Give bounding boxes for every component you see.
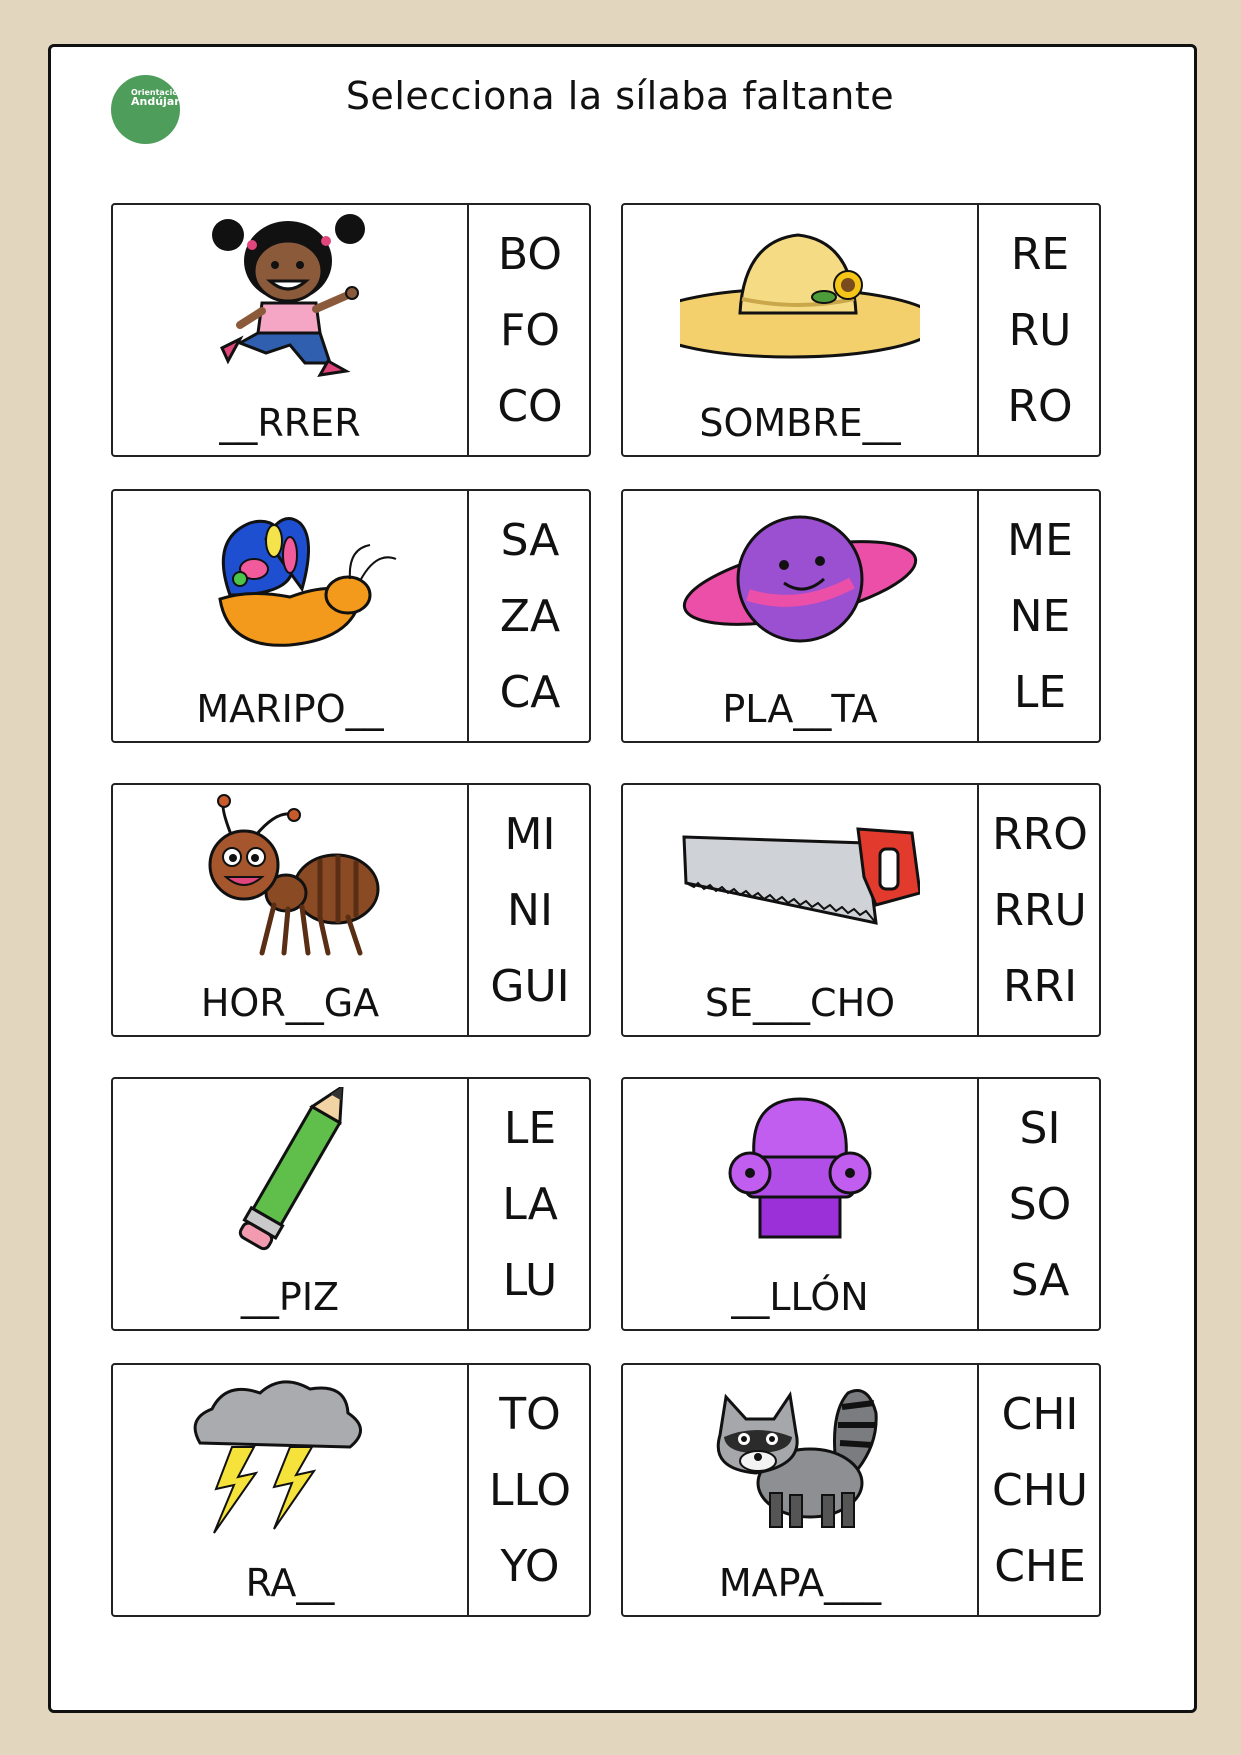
syllable-options xyxy=(979,1079,1101,1329)
syllable-option[interactable]: NE xyxy=(1009,591,1071,642)
planet-icon xyxy=(680,499,920,669)
syllable-option[interactable]: TO xyxy=(499,1389,561,1440)
butterfly-icon xyxy=(170,499,410,669)
exercise-card-9 xyxy=(111,1363,591,1617)
storm-cloud-icon xyxy=(170,1373,410,1543)
syllable-option[interactable]: CA xyxy=(499,667,561,718)
syllable-option[interactable]: SI xyxy=(1019,1103,1061,1154)
ant-icon xyxy=(170,793,410,963)
hat-icon xyxy=(680,213,920,383)
logo xyxy=(111,75,184,144)
exercise-card-2 xyxy=(621,203,1101,457)
word-with-blank: SOMBRE__ xyxy=(699,401,901,445)
exercise-card-5 xyxy=(111,783,591,1037)
exercise-card-10 xyxy=(621,1363,1101,1617)
syllable-option[interactable]: FO xyxy=(500,305,560,356)
syllable-option[interactable]: SO xyxy=(1008,1179,1072,1230)
syllable-option[interactable]: CHE xyxy=(994,1541,1086,1592)
syllable-option[interactable]: ZA xyxy=(499,591,561,642)
syllable-options xyxy=(979,491,1101,741)
syllable-option[interactable]: CO xyxy=(497,381,563,432)
syllable-options xyxy=(979,205,1101,455)
word-with-blank: HOR__GA xyxy=(200,981,380,1025)
word-with-blank: __RRER xyxy=(219,401,361,445)
armchair-icon xyxy=(680,1087,920,1257)
syllable-option[interactable]: RRU xyxy=(993,885,1087,936)
exercise-card-6 xyxy=(621,783,1101,1037)
syllable-option[interactable]: BO xyxy=(497,229,563,280)
syllable-options xyxy=(469,1079,591,1329)
saw-icon xyxy=(680,793,920,963)
exercise-card-7 xyxy=(111,1077,591,1331)
syllable-option[interactable]: ME xyxy=(1007,515,1073,566)
syllable-options xyxy=(979,1365,1101,1615)
syllable-options xyxy=(469,205,591,455)
syllable-option[interactable]: YO xyxy=(500,1541,560,1592)
word-with-blank: MARIPO__ xyxy=(196,687,384,731)
syllable-option[interactable]: CHU xyxy=(991,1465,1088,1516)
exercise-card-4 xyxy=(621,489,1101,743)
syllable-option[interactable]: LE xyxy=(503,1103,557,1154)
syllable-options xyxy=(469,1365,591,1615)
syllable-option[interactable]: CHI xyxy=(1001,1389,1079,1440)
syllable-options xyxy=(469,491,591,741)
syllable-option[interactable]: LLO xyxy=(488,1465,572,1516)
exercise-card-8 xyxy=(621,1077,1101,1331)
pencil-icon xyxy=(170,1087,410,1257)
word-with-blank: __LLÓN xyxy=(731,1275,869,1319)
logo-line2: Andújar xyxy=(131,95,180,108)
syllable-option[interactable]: LA xyxy=(502,1179,558,1230)
syllable-options xyxy=(469,785,591,1035)
syllable-option[interactable]: RO xyxy=(1007,381,1073,432)
syllable-option[interactable]: RRI xyxy=(1002,961,1078,1012)
logo-line1: Orientación xyxy=(131,88,184,97)
syllable-option[interactable]: LE xyxy=(1013,667,1067,718)
exercise-card-3 xyxy=(111,489,591,743)
syllable-option[interactable]: GUI xyxy=(490,961,570,1012)
raccoon-icon xyxy=(680,1373,920,1543)
syllable-option[interactable]: NI xyxy=(507,885,553,936)
syllable-option[interactable]: RU xyxy=(1008,305,1072,356)
syllable-options xyxy=(979,785,1101,1035)
syllable-option[interactable]: RE xyxy=(1010,229,1070,280)
syllable-option[interactable]: SA xyxy=(500,515,560,566)
word-with-blank: SE___CHO xyxy=(704,981,896,1025)
syllable-option[interactable]: LU xyxy=(502,1255,558,1306)
page-title: Selecciona la sílaba faltante xyxy=(345,74,895,118)
exercise-card-1 xyxy=(111,203,591,457)
word-with-blank: __PIZ xyxy=(240,1275,340,1319)
word-with-blank: PLA__TA xyxy=(722,687,878,731)
word-with-blank: RA__ xyxy=(245,1561,335,1605)
syllable-option[interactable]: RRO xyxy=(992,809,1088,860)
running-girl-icon xyxy=(170,213,410,383)
word-with-blank: MAPA___ xyxy=(718,1561,882,1605)
syllable-option[interactable]: MI xyxy=(504,809,556,860)
syllable-option[interactable]: SA xyxy=(1010,1255,1070,1306)
logo-text xyxy=(131,88,184,106)
